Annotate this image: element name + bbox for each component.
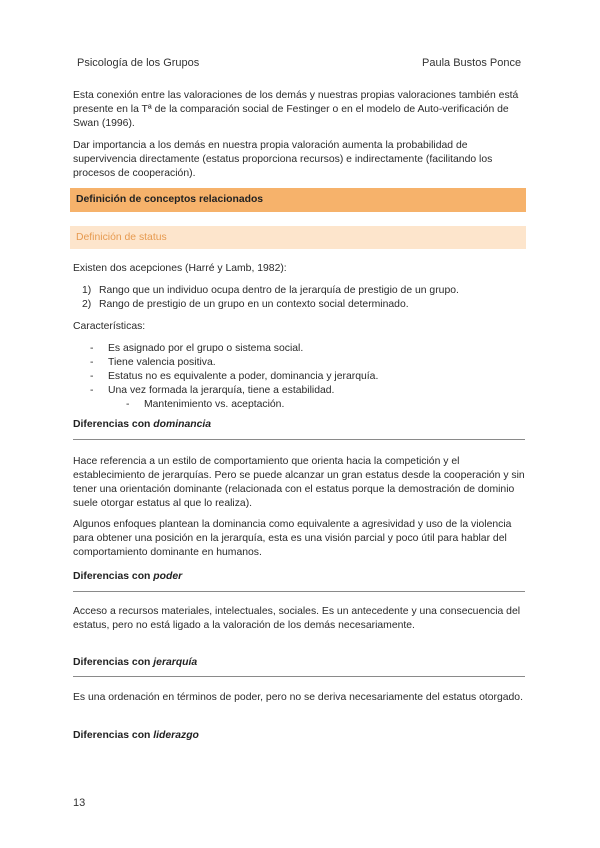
heading-jerarquia bbox=[73, 657, 197, 668]
heading-prefix: Diferencias con bbox=[73, 657, 154, 668]
heading-liderazgo bbox=[73, 730, 199, 741]
section-heading: Definición de conceptos relacionados bbox=[76, 194, 264, 205]
divider bbox=[73, 676, 525, 677]
section-heading-bar bbox=[70, 188, 526, 212]
list-text: Estatus no es equivalente a poder, dominancia y jerarquía. bbox=[108, 371, 379, 382]
page-number: 13 bbox=[73, 797, 86, 809]
list-dash: - bbox=[90, 385, 94, 396]
intro-paragraph-1: Esta conexión entre las valoraciones de los demás y nuestras propias valoraciones también está presente en la Tª de la comparación social de Festinger o en el modelo de Auto-verificación de Swan (1996). bbox=[73, 90, 519, 129]
acepciones-list bbox=[82, 284, 522, 312]
list-dash: - bbox=[126, 399, 130, 410]
dominancia-paragraph-2: Algunos enfoques plantean la dominancia como equivalente a agresividad y uso de la violencia para obtener una posición en la jerarquía, esta es una visión parcial y poco útil para hablar del comportamiento dominante en humanos. bbox=[73, 519, 512, 558]
heading-term: dominancia bbox=[153, 419, 212, 430]
caracteristicas-label: Características: bbox=[73, 321, 146, 332]
heading-term: poder bbox=[153, 571, 183, 582]
subsection-heading: Definición de status bbox=[76, 232, 167, 243]
heading-dominancia bbox=[73, 419, 211, 430]
poder-paragraph: Acceso a recursos materiales, intelectuales, sociales. Es un antecedente y una consecuencia del estatus, pero no está ligado a la valoración de los demás necesariamente. bbox=[73, 606, 521, 631]
heading-prefix: Diferencias con bbox=[73, 419, 154, 430]
intro-paragraph-2: Dar importancia a los demás en nuestra propia valoración aumenta la probabilidad de supervivencia directamente (estatus proporciona recursos) e indirectamente (facilitando los procesos de cooperación). bbox=[73, 140, 493, 179]
list-dash: - bbox=[90, 357, 94, 368]
list-number: 1) bbox=[82, 285, 92, 296]
list-item bbox=[82, 298, 522, 312]
acepciones-intro: Existen dos acepciones (Harré y Lamb, 1982): bbox=[73, 263, 287, 274]
list-text: Es asignado por el grupo o sistema social. bbox=[108, 343, 304, 354]
list-text: Tiene valencia positiva. bbox=[108, 357, 216, 368]
list-text: Una vez formada la jerarquía, tiene a estabilidad. bbox=[108, 385, 335, 396]
heading-poder bbox=[73, 571, 182, 582]
list-dash: - bbox=[90, 371, 94, 382]
list-text: Mantenimiento vs. aceptación. bbox=[144, 399, 285, 410]
heading-prefix: Diferencias con bbox=[73, 730, 154, 741]
list-dash: - bbox=[90, 343, 94, 354]
header-course-title: Psicología de los Grupos bbox=[77, 57, 200, 69]
list-item bbox=[90, 370, 520, 384]
header-author: Paula Bustos Ponce bbox=[422, 57, 522, 69]
heading-term: liderazgo bbox=[153, 730, 199, 741]
list-text: Rango que un individuo ocupa dentro de la jerarquía de prestigio de un grupo. bbox=[99, 285, 459, 296]
list-item bbox=[90, 356, 520, 370]
heading-term: jerarquía bbox=[153, 657, 198, 668]
list-number: 2) bbox=[82, 299, 92, 310]
list-item bbox=[90, 384, 520, 398]
subsection-heading-bar bbox=[70, 226, 526, 249]
dominancia-paragraph-1: Hace referencia a un estilo de comportamiento que orienta hacia la competición y el establecimiento de jerarquías. Pero se puede alcanzar un gran estatus desde la cooperación y sin tener una orientación dominante (relacionada con el estatus porque la demostración de dominio suele otorgar estatus al que lo realiza). bbox=[73, 456, 525, 509]
list-subitem bbox=[108, 398, 520, 412]
jerarquia-paragraph: Es una ordenación en términos de poder, pero no se deriva necesariamente del estatus otorgado. bbox=[73, 692, 523, 703]
list-item bbox=[82, 284, 522, 298]
caracteristicas-list bbox=[90, 342, 520, 412]
list-item bbox=[90, 342, 520, 356]
heading-prefix: Diferencias con bbox=[73, 571, 154, 582]
divider bbox=[73, 591, 525, 592]
divider bbox=[73, 439, 525, 440]
list-text: Rango de prestigio de un grupo en un contexto social determinado. bbox=[99, 299, 409, 310]
